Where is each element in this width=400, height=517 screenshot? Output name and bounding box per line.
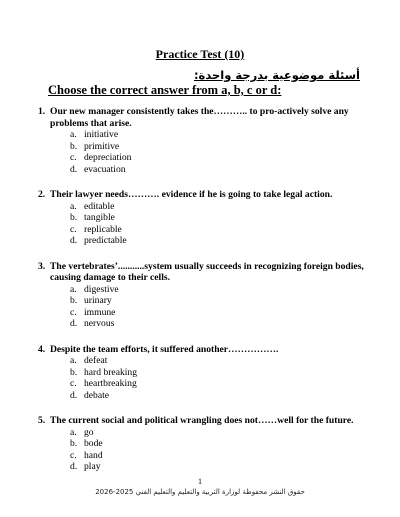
- question-4: [38, 344, 368, 402]
- question-number: 4.: [38, 343, 46, 355]
- option-letter: d.: [70, 389, 78, 401]
- option-item: [70, 318, 368, 330]
- option-text: initiative: [84, 129, 119, 140]
- question-number: 2.: [38, 189, 46, 200]
- option-letter: c.: [70, 223, 77, 235]
- option-list: [38, 355, 368, 401]
- option-list: [38, 284, 368, 330]
- question-5: [38, 415, 368, 473]
- question-stem: [38, 415, 368, 427]
- question-number: 5.: [38, 415, 46, 426]
- question-stem: [38, 189, 368, 201]
- question-number: 1.: [38, 106, 46, 117]
- option-item: [70, 295, 368, 307]
- option-text: editable: [84, 200, 115, 212]
- option-item: [70, 427, 368, 439]
- option-item: [70, 367, 368, 379]
- option-text: play: [84, 461, 101, 472]
- option-list: [38, 129, 368, 175]
- option-text: predictable: [84, 235, 127, 246]
- option-letter: b.: [70, 212, 78, 223]
- question-3: [38, 261, 368, 330]
- option-letter: a.: [70, 355, 77, 366]
- question-text: Despite the team efforts, it suffered another…………….: [50, 343, 279, 355]
- option-letter: d.: [70, 163, 78, 175]
- question-text: Our new manager consistently takes the……….. to pro-actively solve any problems that arise.: [50, 106, 349, 129]
- question-stem: [38, 106, 368, 129]
- arabic-heading: أسئلة موضوعية بدرجة واحدة:: [193, 68, 360, 82]
- option-item: [70, 235, 368, 247]
- option-text: hard breaking: [84, 366, 138, 378]
- question-list: [38, 106, 368, 487]
- question-stem: [38, 344, 368, 356]
- page-title: Practice Test (10): [155, 47, 245, 61]
- option-letter: a.: [70, 283, 77, 295]
- option-text: bode: [84, 438, 103, 449]
- option-letter: d.: [70, 461, 78, 472]
- option-letter: b.: [70, 140, 78, 152]
- copyright-footer: حقوق النشر محفوظة لوزارة التربية والتعليم والتعليم الفني 2025-2026: [95, 488, 305, 496]
- page-number: 1: [198, 477, 202, 486]
- option-text: defeat: [84, 355, 108, 366]
- option-letter: b.: [70, 295, 78, 306]
- option-text: heartbreaking: [84, 378, 137, 389]
- option-text: urinary: [84, 295, 112, 306]
- option-text: digestive: [84, 283, 119, 295]
- option-letter: d.: [70, 318, 78, 329]
- option-item: [70, 152, 368, 164]
- option-letter: a.: [70, 200, 77, 212]
- instruction-heading: Choose the correct answer from a, b, c or d:: [48, 83, 282, 97]
- option-list: [38, 201, 368, 247]
- question-2: [38, 189, 368, 247]
- question-number: 3.: [38, 260, 46, 272]
- option-letter: a.: [70, 426, 77, 438]
- option-text: evacuation: [84, 163, 126, 175]
- option-item: [70, 141, 368, 153]
- option-letter: c.: [70, 306, 77, 318]
- option-item: [70, 355, 368, 367]
- option-letter: b.: [70, 438, 78, 449]
- option-letter: c.: [70, 449, 77, 461]
- option-letter: b.: [70, 366, 78, 378]
- option-item: [70, 284, 368, 296]
- option-item: [70, 450, 368, 462]
- option-letter: d.: [70, 235, 78, 246]
- option-text: nervous: [84, 318, 115, 329]
- option-letter: a.: [70, 129, 77, 140]
- option-item: [70, 212, 368, 224]
- question-text: The vertebrates’...........system usually succeeds in recognizing foreign bodies, causing damage to their cells.: [50, 260, 364, 283]
- option-text: immune: [84, 306, 116, 318]
- option-item: [70, 129, 368, 141]
- option-text: hand: [84, 449, 103, 461]
- option-text: replicable: [84, 223, 122, 235]
- option-text: primitive: [84, 140, 120, 152]
- option-item: [70, 390, 368, 402]
- option-text: go: [84, 426, 94, 438]
- option-list: [38, 427, 368, 473]
- question-1: [38, 106, 368, 175]
- option-text: tangible: [84, 212, 115, 223]
- option-item: [70, 378, 368, 390]
- option-letter: c.: [70, 378, 77, 389]
- question-text: The current social and political wrangling does not……well for the future.: [50, 415, 354, 426]
- option-item: [70, 461, 368, 473]
- option-item: [70, 307, 368, 319]
- option-text: debate: [84, 389, 110, 401]
- option-item: [70, 164, 368, 176]
- option-item: [70, 438, 368, 450]
- question-text: Their lawyer needs………. evidence if he is going to take legal action.: [50, 189, 333, 200]
- option-text: depreciation: [84, 152, 132, 163]
- option-item: [70, 224, 368, 236]
- option-item: [70, 201, 368, 213]
- question-stem: [38, 261, 368, 284]
- option-letter: c.: [70, 152, 77, 163]
